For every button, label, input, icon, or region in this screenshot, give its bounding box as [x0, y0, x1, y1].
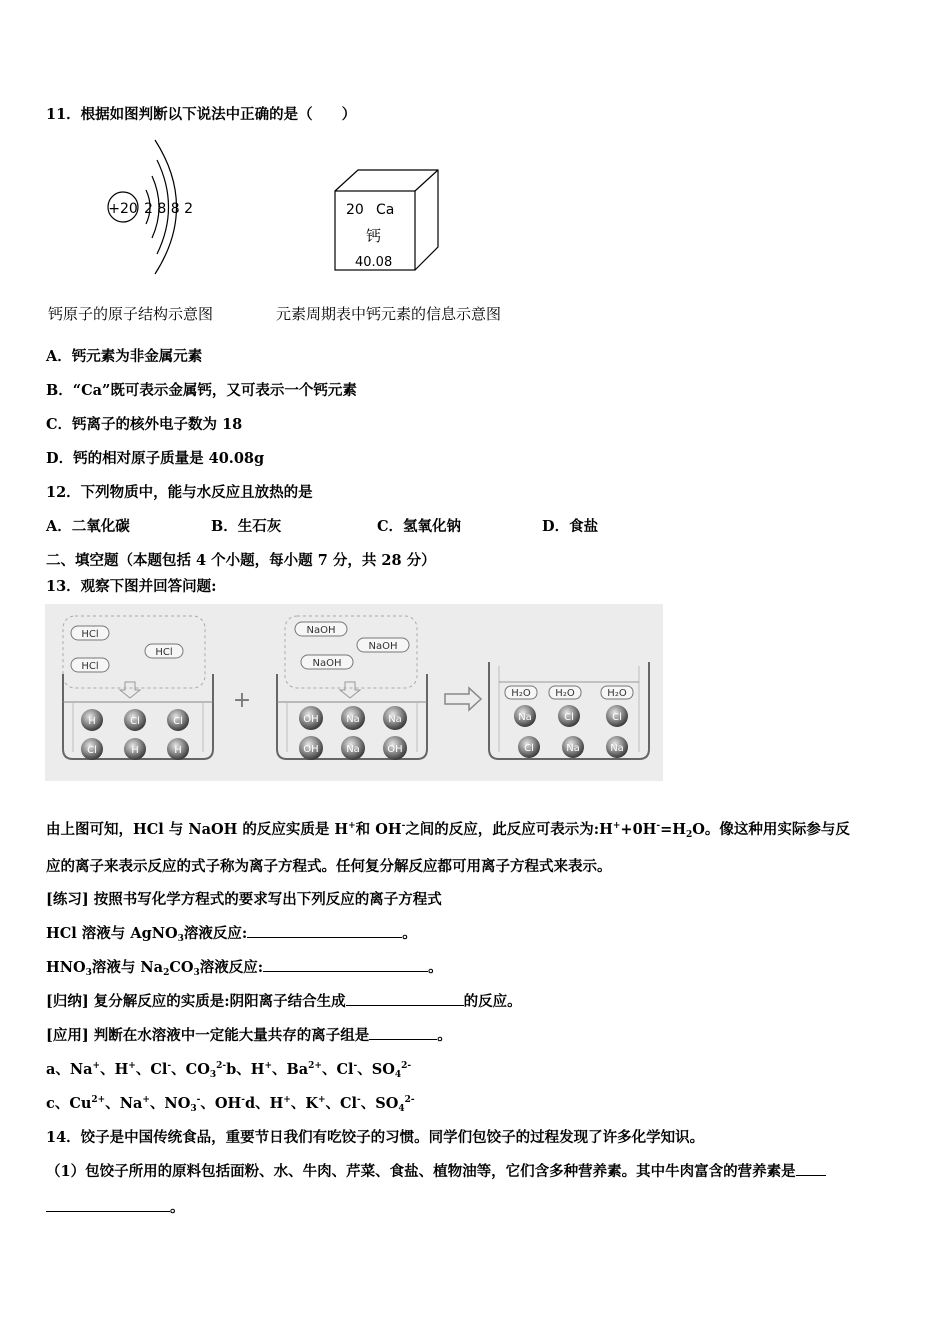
periodic-cell-diagram [330, 165, 445, 275]
ion-mid-5: Na [346, 744, 360, 755]
element-symbol: Ca [376, 202, 395, 218]
water-molecule-2: H₂O [555, 688, 575, 699]
atomic-number: 20 [346, 202, 364, 218]
q13-equation-1: HCl 溶液与 AgNO$_3$溶液反应: 。 [46, 925, 417, 944]
ion-mid-3: Na [388, 714, 402, 725]
water-molecule-3: H₂O [607, 688, 627, 699]
nucleus-charge: +20 [108, 201, 138, 217]
answer-blank-q14-part2[interactable] [46, 1198, 170, 1212]
hcl-molecule-1: HCl [81, 629, 99, 640]
water-molecule-1: H₂O [511, 688, 531, 699]
ion-left-6: H [174, 745, 182, 756]
q11-option-c: C．钙离子的核外电子数为 18 [46, 416, 243, 433]
hcl-molecule-3: HCl [81, 661, 99, 672]
q14-sub1-continued: 。 [46, 1196, 185, 1217]
q13-practice: [练习] 按照书写化学方程式的要求写出下列反应的离子方程式 [46, 891, 442, 908]
ion-right-1: Na [518, 712, 532, 723]
ion-left-4: Cl [87, 745, 97, 756]
answer-blank-q14-part1[interactable] [796, 1162, 826, 1176]
reaction-figure [45, 604, 663, 781]
q12-stem: 12．下列物质中，能与水反应且放热的是 [46, 484, 313, 501]
ion-right-5: Na [566, 743, 580, 754]
answer-blank-summary[interactable] [346, 992, 464, 1006]
ion-left-5: H [131, 745, 139, 756]
caption-cell: 元素周期表中钙元素的信息示意图 [276, 305, 502, 323]
q13-stem: 13．观察下图并回答问题: [46, 578, 217, 595]
hcl-molecule-2: HCl [155, 647, 173, 658]
q12-option-d: D．食盐 [542, 518, 599, 535]
q12-option-a: A．二氧化碳 [46, 518, 130, 535]
ion-left-1: H [88, 716, 96, 727]
q14-stem: 14．饺子是中国传统食品，重要节日我们有吃饺子的习惯。同学们包饺子的过程发现了许多化学知识。 [46, 1129, 705, 1146]
answer-blank-apply[interactable] [369, 1026, 437, 1040]
q13-apply: [应用] 判断在水溶液中一定能大量共存的离子组是 。 [46, 1027, 452, 1044]
ion-right-4: Cl [524, 743, 534, 754]
electron-shells: 2 8 8 2 [144, 201, 193, 217]
q14-sub1: （1）包饺子所用的原料包括面粉、水、牛肉、芹菜、食盐、植物油等，它们含多种营养素。其中牛肉富含的营养素是 [46, 1160, 826, 1181]
q13-summary: [归纳] 复分解反应的实质是:阴阳离子结合生成 的反应。 [46, 993, 522, 1010]
atomic-mass: 40.08 [355, 255, 393, 270]
q11-option-d: D．钙的相对原子质量是 40.08g [46, 450, 265, 467]
q13-ion-groups-ab: a、Na+、H+、Cl-、$CO_3^{2-}b$、H+、$Ba^{2+}$、Cl-、$SO_4^{2-}$ [46, 1061, 412, 1080]
q11-option-b: B．“Ca”既可表示金属钙，又可表示一个钙元素 [46, 382, 357, 399]
q11-option-a: A．钙元素为非金属元素 [46, 348, 203, 365]
q11-stem: 11．根据如图判断以下说法中正确的是（ ） [46, 106, 357, 123]
ion-mid-2: Na [346, 714, 360, 725]
q13-paragraph-2: 应的离子来表示反应的式子称为离子方程式。任何复分解反应都可用离子方程式来表示。 [46, 858, 612, 875]
q13-equation-2: $HNO_3$溶液与 $Na_2CO_3$溶液反应: 。 [46, 959, 443, 978]
ion-right-6: Na [610, 743, 624, 754]
ion-left-2: Cl [130, 716, 140, 727]
ion-left-3: Cl [173, 716, 183, 727]
ion-mid-6: OH [387, 744, 403, 755]
element-name: 钙 [366, 227, 382, 245]
q12-option-b: B．生石灰 [211, 518, 282, 535]
atom-structure-diagram [100, 134, 210, 280]
q13-ion-groups-cd: c、$Cu^{2+}$、Na+、$NO_3^-$、OH-d、H+、K+、Cl-、$SO_4^{2-}$ [46, 1095, 415, 1114]
ion-mid-4: OH [303, 744, 319, 755]
naoh-molecule-3: NaOH [312, 658, 342, 669]
q12-option-c: C．氢氧化钠 [377, 518, 462, 535]
answer-blank-eq2[interactable] [263, 958, 428, 972]
naoh-molecule-2: NaOH [368, 641, 398, 652]
plus-sign: + [232, 688, 252, 713]
ion-right-2: Cl [564, 712, 574, 723]
ion-mid-1: OH [303, 714, 319, 725]
naoh-molecule-1: NaOH [306, 625, 336, 636]
ion-right-3: Cl [612, 712, 622, 723]
caption-atom: 钙原子的原子结构示意图 [48, 305, 214, 323]
q13-paragraph-1: 由上图可知，HCl 与 NaOH 的反应实质是 H+和 OH-之间的反应，此反应可表示为$:H^++0H^-=H_2O$。像这种用实际参与反 [46, 821, 850, 840]
section-2-heading: 二、填空题（本题包括 4 个小题，每小题 7 分，共 28 分） [46, 552, 436, 569]
answer-blank-eq1[interactable] [247, 924, 402, 938]
